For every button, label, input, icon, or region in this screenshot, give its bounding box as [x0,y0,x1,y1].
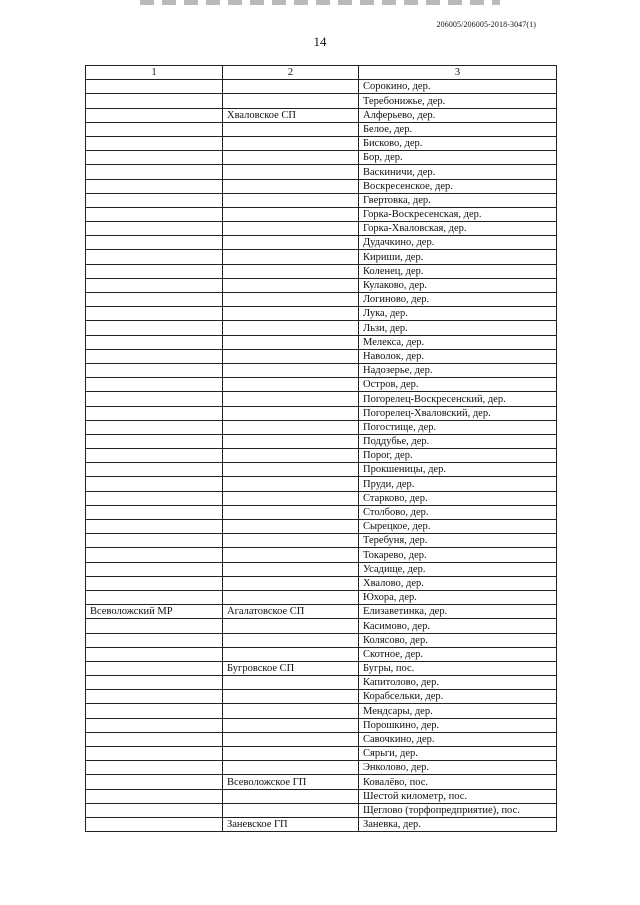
table-row [86,704,557,718]
district-cell [86,193,223,207]
locality-cell: Кириши, дер. [359,250,557,264]
district-cell [86,434,223,448]
district-cell [86,449,223,463]
district-cell [86,179,223,193]
locality-cell: Погостище, дер. [359,420,557,434]
district-cell [86,278,223,292]
settlement-cell [223,363,359,377]
district-cell [86,505,223,519]
table-row [86,463,557,477]
column-header-3: 3 [359,66,557,80]
district-cell [86,633,223,647]
locality-cell: Мендсары, дер. [359,704,557,718]
district-cell [86,477,223,491]
district-cell [86,136,223,150]
district-cell [86,590,223,604]
settlement-cell [223,264,359,278]
locality-cell: Воскресенское, дер. [359,179,557,193]
table-row [86,633,557,647]
table-row [86,647,557,661]
settlement-cell [223,321,359,335]
district-cell [86,491,223,505]
table-row [86,264,557,278]
settlement-cell [223,406,359,420]
locality-cell: Сярьги, дер. [359,747,557,761]
table-row [86,179,557,193]
settlement-cell [223,392,359,406]
district-cell: Всеволожский МР [86,605,223,619]
table-row [86,803,557,817]
district-cell [86,817,223,831]
settlement-cell [223,633,359,647]
table-row [86,534,557,548]
table-row [86,321,557,335]
table-row [86,718,557,732]
locality-cell: Логиново, дер. [359,293,557,307]
locality-cell: Горка-Хваловская, дер. [359,222,557,236]
district-cell [86,378,223,392]
locality-cell: Капитолово, дер. [359,676,557,690]
table-row [86,690,557,704]
district-cell [86,94,223,108]
settlement-cell: Всеволожское ГП [223,775,359,789]
locality-cell: Наволок, дер. [359,349,557,363]
settlement-cell [223,80,359,94]
district-cell [86,236,223,250]
locality-cell: Горка-Воскресенская, дер. [359,207,557,221]
locality-cell: Усадище, дер. [359,562,557,576]
district-cell [86,122,223,136]
table-row [86,661,557,675]
page-number: 14 [313,34,327,49]
settlement-cell: Бугровское СП [223,661,359,675]
settlement-cell [223,94,359,108]
district-cell [86,335,223,349]
locality-cell: Колясово, дер. [359,633,557,647]
table-row [86,293,557,307]
district-cell [86,222,223,236]
document-code: 206005/206005-2018-3047(1) [436,20,536,29]
district-cell [86,718,223,732]
settlement-cell [223,250,359,264]
district-cell [86,690,223,704]
district-cell [86,108,223,122]
table-row [86,449,557,463]
locality-cell: Юхора, дер. [359,590,557,604]
locality-cell: Савочкино, дер. [359,732,557,746]
table-row [86,590,557,604]
locality-cell: Бисково, дер. [359,136,557,150]
locality-cell: Кулаково, дер. [359,278,557,292]
settlement-cell [223,378,359,392]
settlement-cell: Хваловское СП [223,108,359,122]
settlement-cell [223,505,359,519]
settlement-cell [223,335,359,349]
table-row [86,122,557,136]
settlement-cell [223,179,359,193]
locality-cell: Щеглово (торфопредприятие), пос. [359,803,557,817]
settlement-cell [223,477,359,491]
district-cell [86,349,223,363]
locality-cell: Заневка, дер. [359,817,557,831]
table-row [86,420,557,434]
district-cell [86,392,223,406]
table-row [86,477,557,491]
settlement-cell [223,122,359,136]
settlement-cell [223,449,359,463]
locality-cell: Порошкино, дер. [359,718,557,732]
table-row [86,605,557,619]
district-cell [86,732,223,746]
settlement-cell [223,136,359,150]
locality-cell: Энколово, дер. [359,761,557,775]
locality-cell: Теребуня, дер. [359,534,557,548]
table-row [86,406,557,420]
settlement-cell [223,463,359,477]
table-row [86,307,557,321]
locality-cell: Погорелец-Хваловский, дер. [359,406,557,420]
settlement-cell [223,165,359,179]
settlement-cell [223,548,359,562]
locality-cell: Сырецкое, дер. [359,520,557,534]
top-edge-marks [140,0,500,5]
locality-cell: Поддубье, дер. [359,434,557,448]
table-row [86,775,557,789]
locality-cell: Прокшеницы, дер. [359,463,557,477]
table-row [86,619,557,633]
settlement-cell [223,207,359,221]
district-cell [86,676,223,690]
locality-cell: Надозерье, дер. [359,363,557,377]
settlement-cell [223,307,359,321]
table-row [86,491,557,505]
locality-cell: Мелекса, дер. [359,335,557,349]
table-row [86,789,557,803]
settlement-cell [223,732,359,746]
table-row [86,434,557,448]
settlement-cell [223,151,359,165]
district-cell [86,151,223,165]
locality-cell: Корабсельки, дер. [359,690,557,704]
table-row [86,349,557,363]
district-cell [86,207,223,221]
table-row [86,108,557,122]
settlement-cell [223,718,359,732]
district-cell [86,761,223,775]
settlement-cell: Заневское ГП [223,817,359,831]
locality-cell: Елизаветинка, дер. [359,605,557,619]
table-row [86,817,557,831]
settlement-cell [223,803,359,817]
table-row [86,548,557,562]
locality-cell: Скотное, дер. [359,647,557,661]
district-cell [86,363,223,377]
table-row [86,207,557,221]
locality-cell: Токарево, дер. [359,548,557,562]
table-row [86,165,557,179]
district-cell [86,775,223,789]
district-cell [86,789,223,803]
settlement-cell [223,647,359,661]
table-row [86,94,557,108]
settlement-cell [223,293,359,307]
locality-cell: Погорелец-Воскресенский, дер. [359,392,557,406]
locality-cell: Бор, дер. [359,151,557,165]
settlement-cell [223,420,359,434]
locality-cell: Ковалёво, пос. [359,775,557,789]
table-row [86,151,557,165]
table-header-row [86,66,557,80]
locality-cell: Пруди, дер. [359,477,557,491]
locality-cell: Васкиничи, дер. [359,165,557,179]
table-row [86,222,557,236]
table-row [86,236,557,250]
table-row [86,278,557,292]
settlement-cell [223,704,359,718]
settlement-cell [223,278,359,292]
table-row [86,676,557,690]
column-header-2: 2 [223,66,359,80]
locality-cell: Алферьево, дер. [359,108,557,122]
settlement-cell [223,434,359,448]
settlement-cell [223,222,359,236]
settlement-cell [223,193,359,207]
locality-cell: Сорокино, дер. [359,80,557,94]
settlement-cell [223,590,359,604]
table-row [86,193,557,207]
table-row [86,562,557,576]
district-cell [86,548,223,562]
district-cell [86,420,223,434]
district-cell [86,704,223,718]
settlement-cell [223,520,359,534]
table-row [86,576,557,590]
table-row [86,520,557,534]
locality-cell: Дудачкино, дер. [359,236,557,250]
table-row [86,136,557,150]
settlement-cell: Агалатовское СП [223,605,359,619]
table-row [86,732,557,746]
district-cell [86,321,223,335]
district-cell [86,647,223,661]
district-cell [86,747,223,761]
locality-cell: Льзи, дер. [359,321,557,335]
table-row [86,250,557,264]
district-cell [86,619,223,633]
district-cell [86,576,223,590]
district-cell [86,165,223,179]
settlement-cell [223,747,359,761]
district-cell [86,293,223,307]
district-cell [86,520,223,534]
settlement-cell [223,676,359,690]
district-cell [86,803,223,817]
locality-cell: Порог, дер. [359,449,557,463]
settlement-cell [223,349,359,363]
column-header-1: 1 [86,66,223,80]
locality-cell: Касимово, дер. [359,619,557,633]
locality-cell: Столбово, дер. [359,505,557,519]
district-cell [86,264,223,278]
settlement-cell [223,789,359,803]
district-cell [86,406,223,420]
locality-cell: Бугры, пос. [359,661,557,675]
table-row [86,363,557,377]
settlement-cell [223,562,359,576]
district-cell [86,250,223,264]
settlement-cell [223,534,359,548]
locality-cell: Коленец, дер. [359,264,557,278]
settlement-cell [223,690,359,704]
district-cell [86,463,223,477]
locality-cell: Лука, дер. [359,307,557,321]
locality-cell: Белое, дер. [359,122,557,136]
district-cell [86,562,223,576]
locality-cell: Хвалово, дер. [359,576,557,590]
district-cell [86,80,223,94]
table-row [86,392,557,406]
table-row [86,378,557,392]
settlement-cell [223,619,359,633]
settlement-cell [223,576,359,590]
locality-cell: Шестой километр, пос. [359,789,557,803]
locality-cell: Остров, дер. [359,378,557,392]
table-row [86,80,557,94]
table-row [86,761,557,775]
district-cell [86,307,223,321]
locality-cell: Гвертовка, дер. [359,193,557,207]
district-cell [86,534,223,548]
table-row [86,335,557,349]
settlement-cell [223,761,359,775]
locality-cell: Теребонижье, дер. [359,94,557,108]
settlement-cell [223,236,359,250]
table-row [86,747,557,761]
settlement-cell [223,491,359,505]
district-cell [86,661,223,675]
locality-cell: Старково, дер. [359,491,557,505]
table-row [86,505,557,519]
settlements-table [85,65,557,832]
